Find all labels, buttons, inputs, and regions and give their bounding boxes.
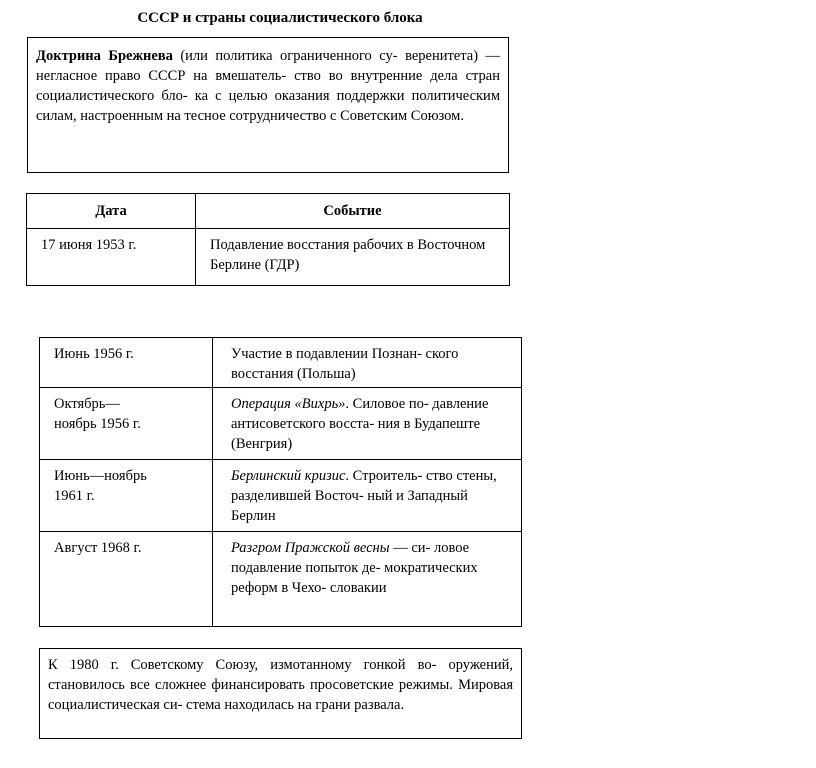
table-row — [40, 388, 522, 460]
row-event — [213, 388, 522, 460]
row-date: Июнь 1956 г. — [40, 338, 213, 388]
summary-note: К 1980 г. Советскому Союзу, измотанному гонкой во- оружений, становилось все сложнее финансировать просоветские режимы. Мировая социалистическая си- стема находилась на грани развала. — [39, 648, 522, 739]
row-date-text: Июнь—ноябрь 1961 г. — [54, 468, 147, 504]
row-event-text: . Силовое по- давление антисоветского восста- ния в Будапеште (Венгрия) — [231, 396, 489, 452]
row-event-name: Операция «Вихрь» — [231, 396, 346, 412]
row-date: 17 июня 1953 г. — [27, 229, 196, 286]
row-event — [213, 338, 522, 388]
page-title: СССР и страны социалистического блока — [137, 10, 423, 26]
table-row — [40, 532, 522, 627]
table-row — [40, 460, 522, 532]
events-table — [39, 337, 522, 627]
row-event-text: Участие в подавлении Познан- ского восстания (Польша) — [231, 346, 459, 382]
row-event-text: — си- ловое подавление попыток де- мократических реформ в Чехо- словакии — [231, 540, 478, 596]
events-table-header — [26, 193, 510, 286]
row-date — [40, 460, 213, 532]
column-header-event: Событие — [196, 194, 510, 229]
row-event — [213, 532, 522, 627]
row-date: Август 1968 г. — [40, 532, 213, 627]
definition-text: (или политика ограниченного су- веренитета) — негласное право СССР на вмешатель- ство во внутренние дела стран социалистического бло- ка с целью оказания поддержки политическим силам, настроенным на тесное сотрудничество с Советским Союзом. — [36, 48, 500, 124]
row-date-text: Октябрь— ноябрь 1956 г. — [54, 396, 141, 432]
row-date — [40, 388, 213, 460]
definition-term: Доктрина Брежнева — [36, 48, 173, 64]
table-header-row — [27, 194, 510, 229]
row-event-text: . Строитель- ство стены, разделившей Восточ- ный и Западный Берлин — [231, 468, 497, 524]
row-event — [213, 460, 522, 532]
row-event-name: Разгром Пражской весны — [231, 540, 390, 556]
column-header-date: Дата — [27, 194, 196, 229]
definition-box — [27, 37, 509, 173]
row-event: Подавление восстания рабочих в Восточном Берлине (ГДР) — [196, 229, 510, 286]
row-event-name: Берлинский кризис — [231, 468, 346, 484]
table-row — [40, 338, 522, 388]
table-row — [27, 229, 510, 286]
